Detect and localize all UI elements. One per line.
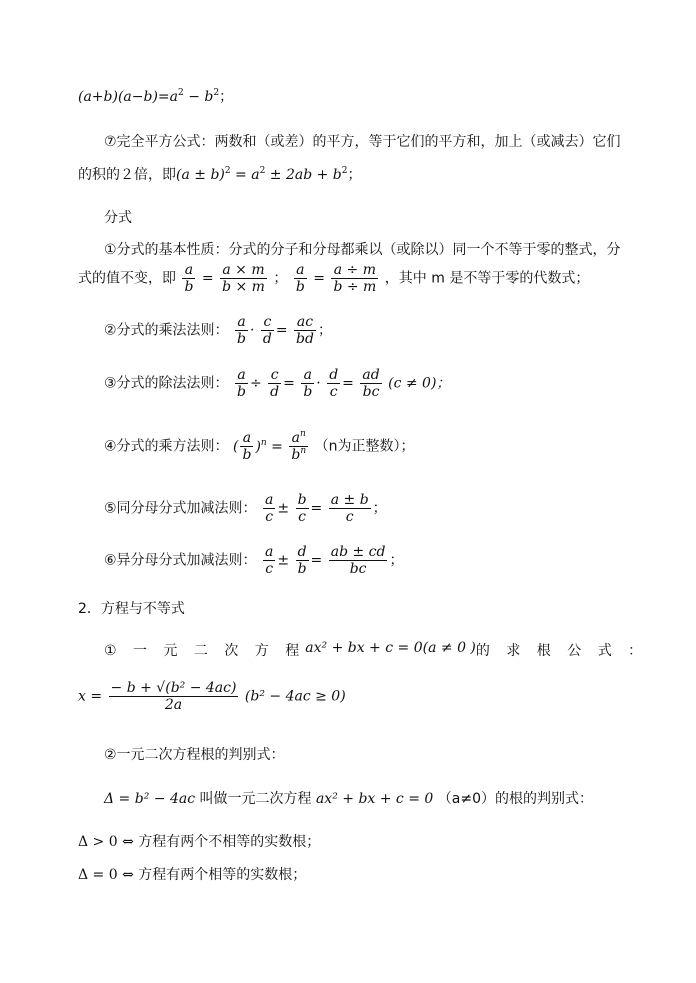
section-heading-equations: 2．方程与不等式: [78, 601, 185, 617]
fraction-diff-denominator-rule: ⑥异分母分式加减法则： $\frac{a}{c}$ ± $\frac{d}{b}$ = $\frac{ab \pm cd}{bc}$ ；: [104, 544, 404, 577]
perfect-square-line1: ⑦完全平方公式：两数和（或差）的平方，等于它们的平方和，加上（或减去）它们: [104, 134, 621, 150]
quadratic-root-formula-intro: ① 一 元 二 次 方 程 ax² + bx + c = 0 (a ≠ 0 ) 的 求 根 公 式 ：: [104, 640, 649, 659]
fraction-multiply-rule: ②分式的乘法法则： $\frac{a}{b}$ · $\frac{c}{d}$ = $\frac{ac}{bd}$ ；: [104, 314, 332, 347]
fraction: $\frac{a \times m}{b \times m}$: [222, 262, 265, 295]
discriminant-positive-case: Δ > 0 ⇔ 方程有两个不相等的实数根；: [78, 834, 321, 850]
perfect-square-line2: 的积的２倍，即$(a \pm b)^2 = a^2 \pm 2ab + b^2$；: [78, 166, 362, 183]
discriminant-definition: Δ = b² − 4ac 叫做一元二次方程 ax² + bx + c = 0 （a≠0）的根的判别式：: [104, 791, 593, 807]
difference-of-squares-formula: $(a+b)(a-b)=a^2 - b^2$；: [78, 88, 234, 105]
quadratic-root-formula: x = $\frac{\text{− b + √(b² − 4ac)}}{2a}$ (b² − 4ac ≥ 0): [78, 680, 346, 713]
discriminant-title: ②一元二次方程根的判别式：: [104, 747, 285, 763]
section-heading-fractions: 分式: [104, 210, 132, 226]
fraction-divide-rule: ③分式的除法法则： $\frac{a}{b}$ ÷ $\frac{c}{d}$ = $\frac{a}{b}$ · $\frac{d}{c}$ = $\frac{ad}{bc}$ (c ≠ 0)；: [104, 367, 451, 400]
fraction-basic-property-line1: ①分式的基本性质：分式的分子和分母都乘以（或除以）同一个不等于零的整式，分: [104, 242, 621, 258]
fraction: $\frac{a \div m}{b \div m}$: [333, 262, 377, 295]
fraction-same-denominator-rule: ⑤同分母分式加减法则： $\frac{a}{c}$ ± $\frac{b}{c}$ = $\frac{a \pm b}{c}$ ；: [104, 492, 387, 525]
fraction-power-rule: ④分式的乘方法则： ( $\frac{a}{b}$ )$^n$ = $\frac{a^n}{b^n}$ （n为正整数）；: [104, 429, 415, 463]
fraction-basic-property-line2: 式的值不变，即 $\frac{a}{b}$ = $\frac{a \times m}{b \times m}$ ； $\frac{a}{b}$ = $\frac{a \div m}{b \div m}$ ，其中 m 是不等于零的代数式；: [78, 262, 590, 295]
fraction: $\frac{a}{b}$: [295, 262, 305, 295]
fraction: $\frac{a}{b}$: [184, 262, 194, 295]
discriminant-zero-case: Δ = 0 ⇔ 方程有两个相等的实数根；: [78, 867, 307, 883]
